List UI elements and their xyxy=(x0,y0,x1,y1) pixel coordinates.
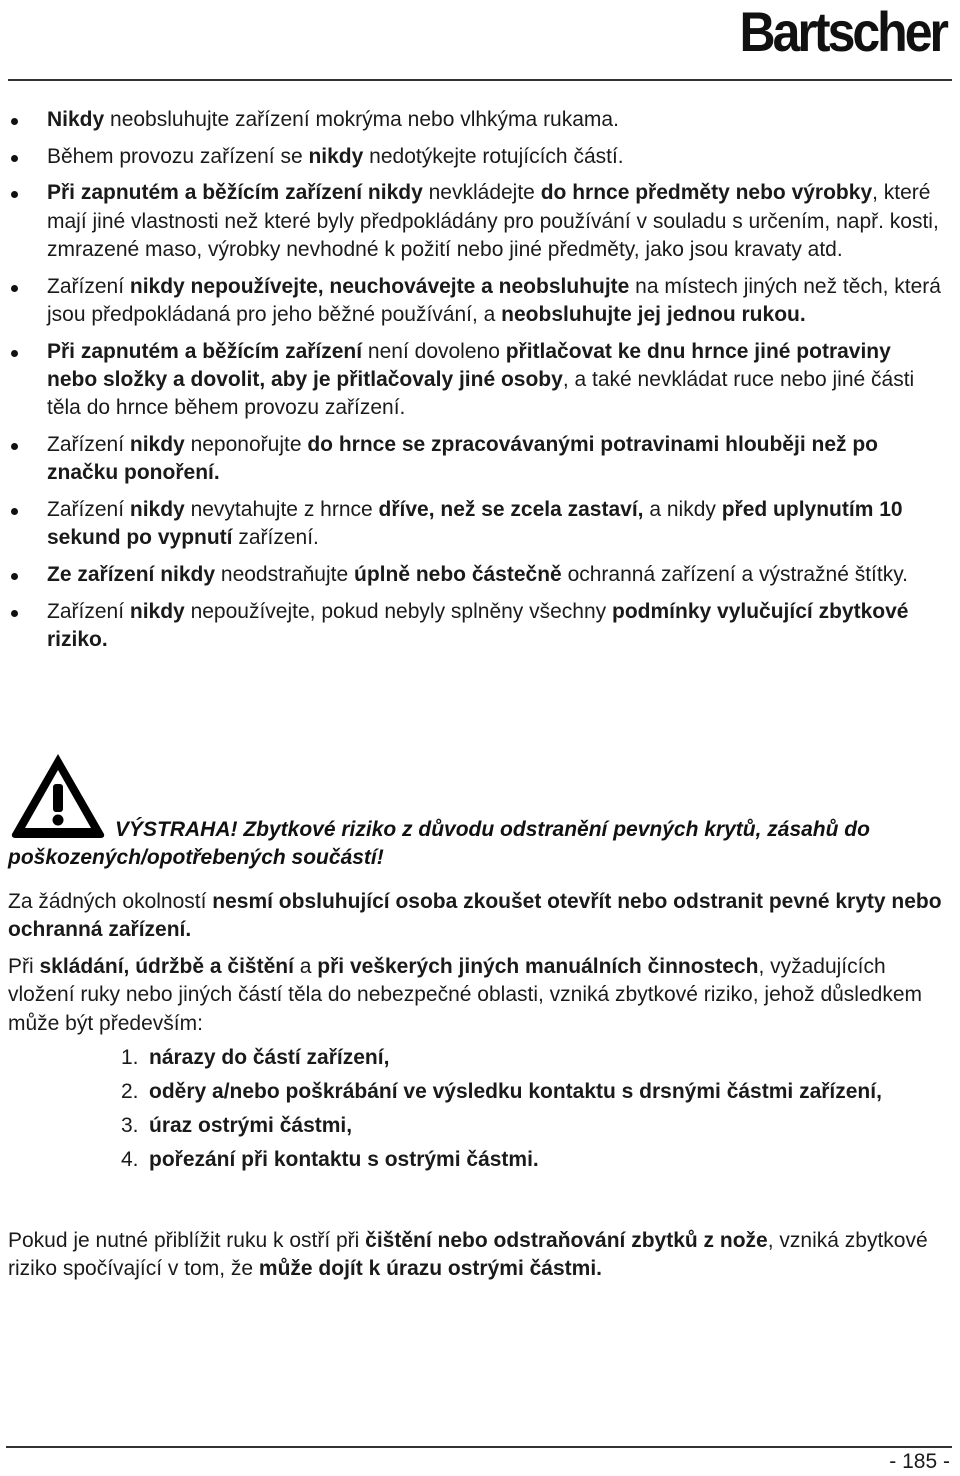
bullet-item xyxy=(0,338,960,423)
list-number: 1. xyxy=(121,1046,139,1069)
paragraph-knife-risk xyxy=(8,1227,948,1284)
bold-text-run: nikdy xyxy=(129,599,185,623)
safety-bullet-list xyxy=(0,106,960,663)
bold-text-run: nikdy xyxy=(308,144,364,168)
bold-text-run: Při zapnutém a běžícím zařízení xyxy=(47,339,363,363)
list-item xyxy=(121,1146,921,1174)
warning-title: VÝSTRAHA! Zbytkové riziko z důvodu odstranění pevných krytů, zásahů do poškozených/opotřebených součástí! xyxy=(8,818,870,870)
bullet-dot-icon xyxy=(11,573,18,580)
bold-text-run: může dojít k úrazu ostrými částmi. xyxy=(258,1257,602,1281)
bullet-item xyxy=(0,598,960,655)
text-run: Během provozu zařízení se xyxy=(47,144,309,168)
bold-text-run: přitlačovat ke dnu hrnce jiné potraviny nebo složky a dovolit, aby je přitlačovaly jiné osoby xyxy=(47,339,891,391)
text-run: Zařízení xyxy=(47,433,130,456)
bold-text-run: nikdy nepoužívejte, neuchovávejte a neobsluhujte xyxy=(129,274,630,298)
bullet-dot-icon xyxy=(11,508,18,515)
bold-text-run: dříve, než se zcela zastaví, xyxy=(378,498,644,521)
text-run: není dovoleno xyxy=(362,339,506,363)
text-run: neponořujte xyxy=(184,433,308,456)
bold-text-run: neobsluhujte jej jednou rukou. xyxy=(501,303,806,326)
bold-text-run: Při zapnutém a běžícím zařízení nikdy xyxy=(47,181,423,205)
list-number: 2. xyxy=(121,1080,139,1103)
text-run: na místech jiných než těch, která jsou předpokládaná pro jeho běžné používání, a xyxy=(47,274,941,326)
paragraph-maintenance-risk xyxy=(8,953,948,1038)
bold-text-run: Ze zařízení nikdy xyxy=(47,563,216,586)
bullet-dot-icon xyxy=(11,155,18,162)
list-number: 4. xyxy=(121,1148,139,1171)
text-run: neodstraňujte xyxy=(215,563,354,586)
paragraph-fixed-guards xyxy=(8,888,948,945)
text-run: neobsluhujte zařízení mokrýma nebo vlhkýma rukama. xyxy=(104,108,619,131)
bullet-dot-icon xyxy=(11,443,18,450)
bullet-item xyxy=(0,496,960,553)
list-item xyxy=(121,1044,921,1072)
bold-text-run: do hrnce předměty nebo výrobky xyxy=(540,181,873,205)
brand-text: Bartscher xyxy=(739,0,946,64)
bullet-dot-icon xyxy=(11,118,18,125)
risk-numbered-list xyxy=(121,1044,921,1180)
bullet-dot-icon xyxy=(11,285,18,292)
footer-rule xyxy=(6,1446,952,1448)
bullet-dot-icon xyxy=(11,191,18,198)
bold-text-run: podmínky vylučující zbytkové riziko. xyxy=(47,599,909,651)
page-number: - 185 - xyxy=(889,1450,950,1473)
bullet-item xyxy=(0,561,960,589)
text-run: ochranná zařízení a výstražné štítky. xyxy=(561,563,908,586)
text-run: Při xyxy=(8,955,40,978)
text-run: Zařízení xyxy=(47,274,130,298)
bold-text-run: nikdy xyxy=(129,433,185,456)
text-run: nevytahujte z hrnce xyxy=(184,498,379,521)
list-text: nárazy do částí zařízení, xyxy=(149,1046,390,1069)
list-item xyxy=(121,1112,921,1140)
bullet-dot-icon xyxy=(11,610,18,617)
bullet-item xyxy=(0,431,960,488)
bold-text-run: před uplynutím 10 sekund po vypnutí xyxy=(47,498,903,550)
list-text: úraz ostrými částmi, xyxy=(149,1114,353,1137)
bartscher-logo xyxy=(739,0,946,64)
text-run: a xyxy=(293,955,318,978)
bullet-item xyxy=(0,143,960,171)
header-rule xyxy=(8,79,952,81)
text-run: nedotýkejte rotujících částí. xyxy=(363,144,624,168)
text-run: Za žádných okolností xyxy=(8,890,213,913)
bold-text-run: do hrnce se zpracovávanými potravinami hlouběji než po značku ponoření. xyxy=(47,433,878,485)
bold-text-run: Nikdy xyxy=(47,108,105,131)
text-run: , vyžadujících vložení ruky nebo jiných částí těla do nebezpečné oblasti, vzniká zbytkové riziko, jehož důsledkem může být především: xyxy=(8,955,922,1035)
bold-text-run: při veškerých jiných manuálních činnostech xyxy=(317,955,759,978)
text-run: nepoužívejte, pokud nebyly splněny všechny xyxy=(184,599,613,623)
bold-text-run: úplně nebo částečně xyxy=(354,563,562,586)
text-run: , vzniká zbytkové riziko spočívající v tom, že xyxy=(8,1229,928,1281)
list-item xyxy=(121,1078,921,1106)
bullet-item xyxy=(0,106,960,134)
list-text: pořezání při kontaktu s ostrými částmi. xyxy=(149,1148,539,1171)
text-run: Zařízení xyxy=(47,498,130,521)
list-number: 3. xyxy=(121,1114,139,1137)
text-run: a nikdy xyxy=(643,498,722,521)
text-run: Pokud je nutné přiblížit ruku k ostří při xyxy=(8,1229,366,1252)
bold-text-run: nesmí obsluhující osoba zkoušet otevřít nebo odstranit pevné kryty nebo ochranná zařízení. xyxy=(8,890,942,942)
bold-text-run: čištění nebo odstraňování zbytků z nože xyxy=(365,1229,768,1252)
text-run: zařízení. xyxy=(232,526,319,550)
bold-text-run: skládání, údržbě a čištění xyxy=(39,955,294,978)
text-run: nevkládejte xyxy=(422,181,541,205)
text-run: , které mají jiné vlastnosti než které byly předpokládány pro používání v souladu s určením, např. kosti, zmrazené maso, výrobky nevhodné k požití nebo jiné předměty, jako jsou kravaty atd. xyxy=(47,181,939,261)
bold-text-run: nikdy xyxy=(129,498,185,521)
bullet-item xyxy=(0,273,960,330)
bullet-dot-icon xyxy=(11,350,18,357)
bullet-item xyxy=(0,179,960,264)
text-run: , a také nevkládat ruce nebo jiné části těla do hrnce během provozu zařízení. xyxy=(47,368,915,420)
text-run: Zařízení xyxy=(47,599,130,623)
list-text: oděry a/nebo poškrábání ve výsledku kontaktu s drsnými částmi zařízení, xyxy=(149,1080,882,1103)
